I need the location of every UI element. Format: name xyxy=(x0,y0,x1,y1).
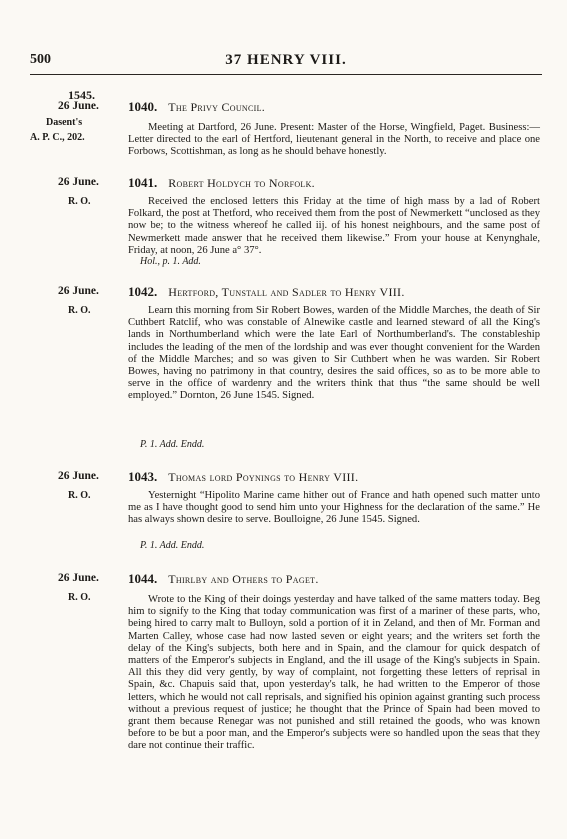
entry-title: The Privy Council. xyxy=(168,100,266,114)
entry-body xyxy=(128,196,540,257)
entry-body xyxy=(128,305,540,403)
entry-body xyxy=(128,122,540,159)
entry-heading xyxy=(128,285,405,299)
header-rule xyxy=(30,74,542,75)
entry-date: 26 June. xyxy=(58,176,99,188)
entry-margin xyxy=(30,100,118,144)
entry-number: 1043. xyxy=(128,469,158,484)
entry-body xyxy=(128,594,540,753)
entry-title: Thomas lord Poynings to Henry VIII. xyxy=(168,470,359,484)
entry-number: 1044. xyxy=(128,571,158,586)
entry-date: 26 June. xyxy=(58,285,99,297)
entry-note: P. 1. Add. Endd. xyxy=(140,439,205,450)
entry-date: 26 June. xyxy=(58,470,99,482)
entry-margin xyxy=(30,572,118,604)
year-label: 1545. xyxy=(68,88,95,102)
running-title: 37 HENRY VIII. xyxy=(225,52,347,68)
entry-source: R. O. xyxy=(68,592,91,603)
entry-title: Robert Holdych to Norfolk. xyxy=(168,176,315,190)
entry-number: 1041. xyxy=(128,175,158,190)
entry-number: 1040. xyxy=(128,99,158,114)
entry-title: Hertford, Tunstall and Sadler to Henry VIII. xyxy=(168,285,405,299)
entry-note: P. 1. Add. Endd. xyxy=(140,540,205,551)
entry-margin xyxy=(30,470,118,502)
entry-heading xyxy=(128,572,319,586)
page-number: 500 xyxy=(30,52,51,67)
entry-heading xyxy=(128,176,315,190)
entry-number: 1042. xyxy=(128,284,158,299)
entry-text: Wrote to the King of their doings yesterday and have talked of the same matters today. Beg him to signify to the King that today communication was first of a mariner of these parts, who, being hired to carry malt to Bulloyn, sold a portion of it in Zeland, and then of Mr. Forman and Marten Calley, whose case had now lasted seven or eight years; and the writers set forth the delay of the King's subjects, both here and in Spain, and the clamour for quick despatch of matters of the Emperor's subjects in England, and the ill usage of the King's subjects in Spain. All this they did very gently, by way of complaint, not forgetting these letters of reprisal in Spain, &c. Chapuis said that, upon yesterday's talk, he had written to the Emperor of those letters, which he would not call reprisals, and signified his opinion against granting such process without a previous request of justice; he thought that the Prince of Spain had been moved to grant them because Renegar was not punished and still retained the goods, who was known before to be but a poor man, and the Emperor's subjects were so handled upon the seas that they dare not continue their traffic. xyxy=(128,594,540,752)
entry-heading xyxy=(128,470,358,484)
entry-heading xyxy=(128,100,265,114)
entry-source-ref: A. P. C., 202. xyxy=(30,132,85,143)
entry-text: Learn this morning from Sir Robert Bowes, warden of the Middle Marches, the death of Sir Cuthbert Ratclif, who was constable of Alnewike castle and learned steward of all the King's lands in Northumberland which were the late Earl of Northumberland's. The constableship includes the leading of the men of the lordship and was ever thought convenient for the Warden of the Middle Marches; and so was given to Sir Cuthbert when he was warden. Sir Robert Bowes, having no patrimony in that country, desires the said offices, so as to be more able to serve in the office of wardenry and the writers think that thus “the same should be well employed.” Dornton, 26 June 1545. Signed. xyxy=(128,305,540,402)
entry-body xyxy=(128,490,540,527)
entry-margin xyxy=(30,176,118,208)
entry-margin xyxy=(30,285,118,317)
entry-text: Yesternight “Hipolito Marine came hither out of France and hath opened such matter unto me as I have thought good to send him unto your Highness for the declaration of the same.” He has always shown desire to serve. Boulloigne, 26 June 1545. Signed. xyxy=(128,490,540,526)
entry-text: Received the enclosed letters this Friday at the time of high mass by a lad of Robert Folkard, the post at Thetford, who received them from the post of Newmerkett “unclosed as they now be; to the witness whereof he called iij. of his honest neighbours, and the same post of Newmerkett made answer that he received them likewise.” From your house at Kenynghale, Friday, at noon, 26 June a° 37°. xyxy=(128,196,540,256)
entry-date: 26 June. xyxy=(58,100,99,112)
entry-note: Hol., p. 1. Add. xyxy=(140,256,201,267)
entry-source: R. O. xyxy=(68,196,91,207)
entry-title: Thirlby and Others to Paget. xyxy=(168,572,319,586)
entry-source: R. O. xyxy=(68,490,91,501)
entry-source: R. O. xyxy=(68,305,91,316)
entry-text: Meeting at Dartford, 26 June. Present: Master of the Horse, Wingfield, Paget. Business:—Letter directed to the earl of Hertford, lieutenant general in the North, to receive and place one Forbows, Scottishman, as long as he should behave honestly. xyxy=(128,122,540,158)
entry-date: 26 June. xyxy=(58,572,99,584)
entry-source: Dasent's xyxy=(46,117,83,128)
